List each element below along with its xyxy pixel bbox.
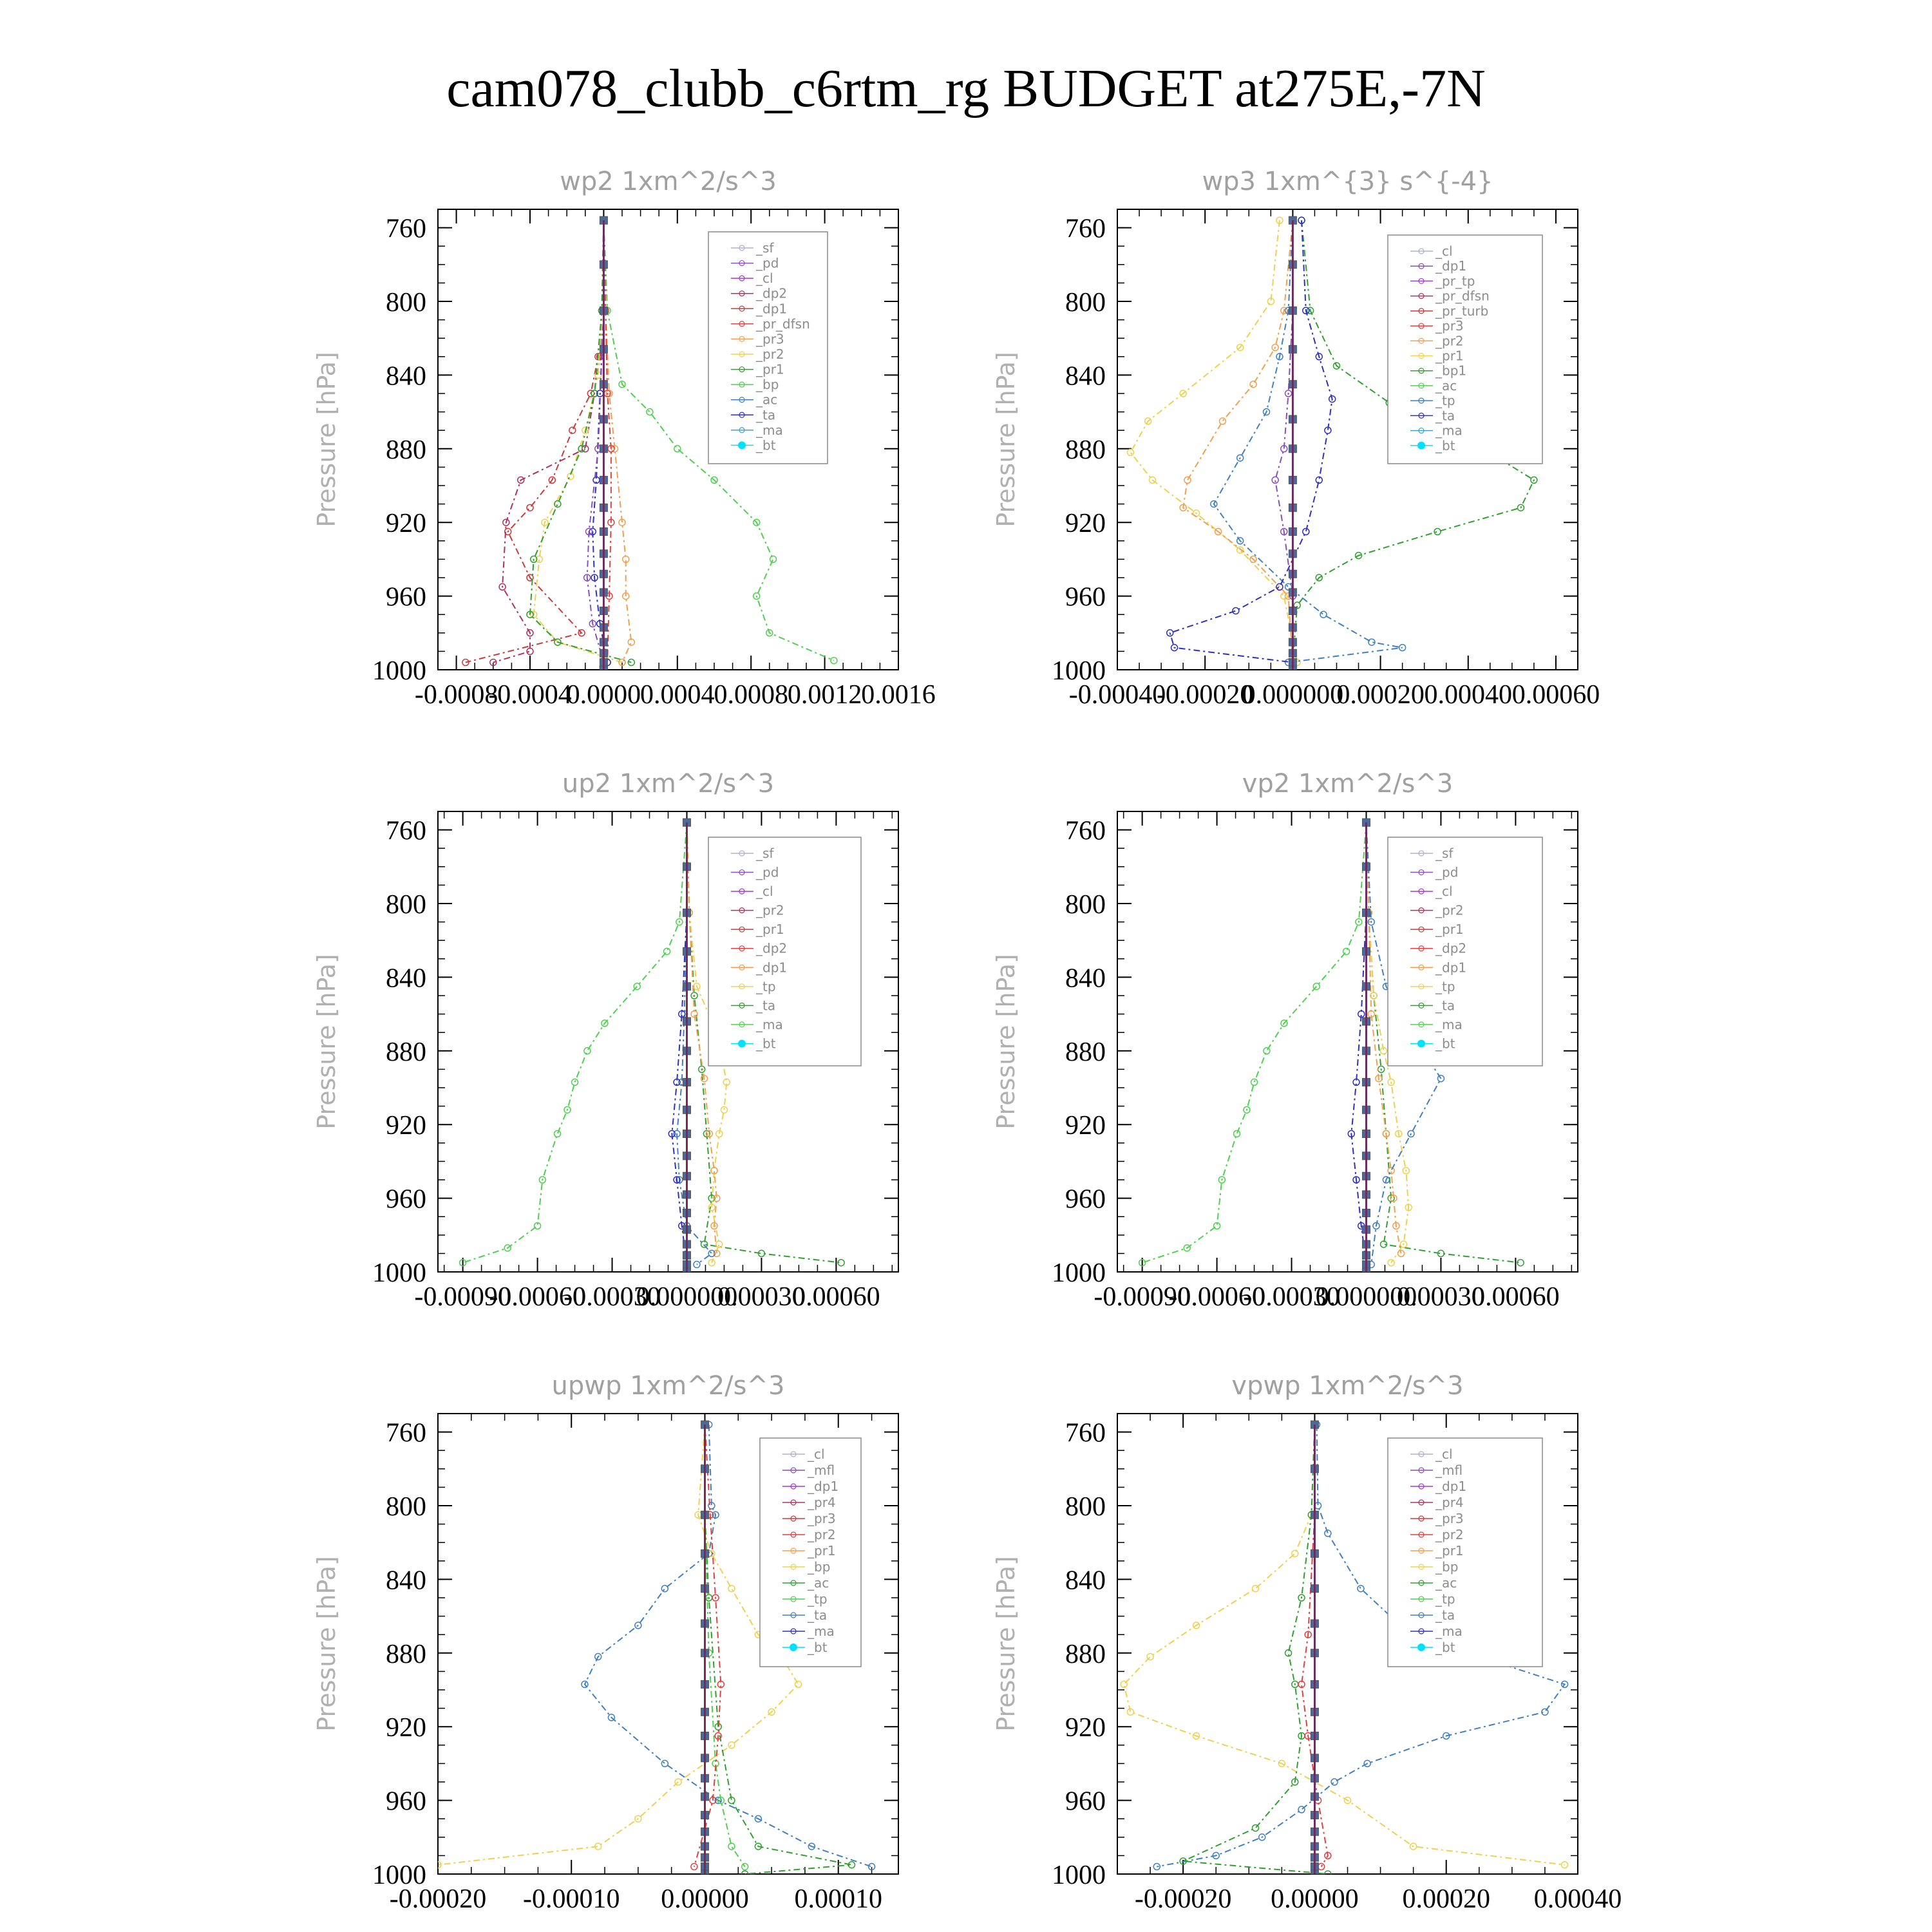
x-tick-label: 0.00060 — [792, 1282, 880, 1312]
x-tick-label: 0.00020 — [1402, 1884, 1490, 1914]
y-tick-label: 880 — [1065, 1639, 1106, 1669]
legend-label: _ta — [1435, 998, 1455, 1014]
x-tick-label: -0.0004 — [488, 680, 572, 710]
legend-label: _tp — [1435, 1591, 1455, 1607]
legend-label: _mfl — [1435, 1463, 1463, 1478]
panel-6 — [992, 1371, 1622, 1914]
legend-label: _ma — [756, 1016, 783, 1032]
legend-label: _pr2 — [756, 902, 784, 918]
legend-label: _ta — [1435, 408, 1455, 424]
legend-label: _dp2 — [756, 285, 788, 301]
legend-label: _pr1 — [1435, 1543, 1464, 1558]
x-tick-label: 0.00010 — [794, 1884, 882, 1914]
legend-label: _dp2 — [756, 940, 788, 956]
series-point-tp — [661, 1586, 668, 1592]
y-axis-label: Pressure [hPa] — [992, 1556, 1020, 1732]
x-tick-label: 0.000000 — [636, 1282, 738, 1312]
legend-label: _pr4 — [808, 1495, 836, 1510]
y-tick-label: 920 — [386, 1111, 426, 1141]
series-point-tp — [1358, 1586, 1364, 1592]
legend-label: _tp — [756, 978, 776, 994]
legend-label: _dp1 — [756, 301, 788, 317]
y-tick-label: 1000 — [1052, 656, 1106, 686]
legend-label: _ma — [1435, 1624, 1463, 1639]
series-line-bp — [530, 220, 631, 662]
series-point-dp2 — [527, 648, 533, 654]
legend-label: _ma — [1435, 422, 1463, 439]
legend-label: _pr1 — [1435, 348, 1464, 364]
legend-label: _dp1 — [1435, 258, 1467, 274]
x-tick-label: 0.00030 — [1397, 1282, 1485, 1312]
y-tick-label: 800 — [386, 890, 426, 920]
y-tick-label: 960 — [386, 1184, 426, 1215]
series-line-ac — [705, 1425, 744, 1866]
legend — [708, 837, 861, 1066]
panel-1 — [312, 167, 936, 710]
series-point-dp1 — [1234, 1131, 1240, 1137]
panel-title: upwp 1xm^2/s^3 — [551, 1371, 785, 1401]
y-tick-label: 800 — [386, 288, 426, 317]
legend-label: _cl — [756, 270, 773, 287]
legend-label: _ac — [756, 392, 778, 408]
legend-label: _sf — [756, 240, 774, 256]
legend-label: _dp1 — [1435, 1479, 1467, 1494]
x-tick-label: -0.00020 — [1134, 1884, 1232, 1914]
legend-label: _ta — [1435, 1607, 1455, 1623]
y-tick-label: 920 — [1065, 1111, 1106, 1141]
legend-label: _bp1 — [1435, 363, 1467, 379]
panel-title: up2 1xm^2/s^3 — [562, 769, 775, 799]
x-tick-label: 0.000000 — [1315, 1282, 1417, 1312]
series-point-tp — [1298, 1806, 1305, 1813]
legend-label: _bt — [1435, 437, 1455, 453]
series-point-tp — [1320, 611, 1327, 618]
series-point-ac — [770, 556, 777, 562]
legend-label: _mfl — [808, 1463, 835, 1478]
y-tick-label: 880 — [1065, 1037, 1106, 1067]
y-tick-label: 960 — [386, 1786, 426, 1817]
legend-label: _pr_turb — [1435, 303, 1489, 319]
panel-2 — [992, 167, 1600, 710]
series-point-pr2 — [1219, 418, 1226, 424]
series-point-dp1 — [572, 1079, 578, 1085]
legend-marker — [1417, 442, 1425, 450]
series-line-pr1 — [438, 1425, 799, 1865]
series-point-dp1 — [634, 983, 640, 990]
legend-marker — [738, 1039, 746, 1047]
series-point-dp1 — [1343, 948, 1350, 954]
series-point-dp1 — [554, 1131, 561, 1137]
series-point-pr2 — [1184, 477, 1191, 483]
legend-label: _tp — [808, 1591, 828, 1607]
series-line-pr1 — [1130, 220, 1297, 662]
legend-label: _pr2 — [808, 1527, 836, 1542]
x-tick-label: 0.0004 — [640, 680, 715, 710]
y-tick-label: 840 — [386, 1566, 426, 1596]
legend-label: _pr1 — [808, 1543, 836, 1558]
legend-label: _pd — [1435, 864, 1459, 880]
legend-label: _cl — [1435, 884, 1453, 900]
y-tick-label: 840 — [1065, 963, 1106, 994]
panels — [312, 167, 1622, 1914]
series-line-dp2 — [493, 220, 604, 662]
y-tick-label: 760 — [1065, 1418, 1106, 1448]
series-point-ac — [647, 409, 653, 415]
x-tick-label: 0.00000 — [661, 1884, 749, 1914]
series-point-pr1 — [1292, 1550, 1298, 1557]
series-point-ta — [1233, 607, 1239, 614]
y-tick-label: 1000 — [1052, 1258, 1106, 1288]
legend-label: _pr3 — [756, 331, 784, 347]
x-tick-label: 0.000000 — [1242, 680, 1344, 710]
series-point-ac — [674, 446, 681, 452]
y-axis-label: Pressure [hPa] — [312, 352, 341, 527]
series-point-dp1 — [1313, 983, 1320, 990]
legend — [760, 1438, 861, 1667]
x-tick-label: 0.00060 — [1472, 1282, 1560, 1312]
legend-label: _pr3 — [1435, 318, 1464, 334]
legend-label: _ta — [808, 1607, 828, 1623]
legend-label: _pr2 — [1435, 333, 1464, 349]
panel-title: vp2 1xm^2/s^3 — [1242, 769, 1454, 799]
legend-label: _pr1 — [756, 361, 784, 377]
series-point-pr1 — [728, 1586, 735, 1592]
y-tick-label: 1000 — [372, 1861, 426, 1890]
x-tick-label: 0.00030 — [717, 1282, 806, 1312]
x-tick-label: 0.00020 — [1336, 680, 1425, 710]
y-tick-label: 920 — [1065, 509, 1106, 539]
legend-label: _ta — [756, 998, 776, 1014]
legend-label: _pr_tp — [1435, 273, 1475, 289]
legend-label: _cl — [1435, 243, 1453, 259]
x-tick-label: -0.00020 — [389, 1884, 487, 1914]
x-tick-label: 0.00000 — [1271, 1884, 1359, 1914]
legend-label: _cl — [1435, 1446, 1453, 1462]
x-tick-label: 0.0012 — [787, 680, 862, 710]
y-tick-label: 880 — [386, 435, 426, 465]
x-tick-label: -0.00020 — [1156, 680, 1254, 710]
y-tick-label: 880 — [386, 1037, 426, 1067]
y-axis-label: Pressure [hPa] — [312, 954, 341, 1130]
legend — [1388, 235, 1542, 464]
legend-label: _pr_dfsn — [756, 316, 810, 332]
legend-label: _ma — [756, 422, 783, 438]
panel-title: wp3 1xm^{3} s^{-4} — [1202, 167, 1493, 196]
legend-label: _ac — [1435, 1575, 1457, 1591]
legend-marker — [1417, 1643, 1425, 1651]
x-tick-label: -0.0008 — [414, 680, 498, 710]
y-tick-label: 1000 — [372, 656, 426, 686]
legend-label: _pr2 — [1435, 1527, 1464, 1542]
series-point-dp1 — [1272, 477, 1278, 483]
y-tick-label: 760 — [386, 1418, 426, 1448]
y-tick-label: 760 — [386, 816, 426, 846]
y-tick-label: 880 — [1065, 435, 1106, 465]
y-tick-label: 920 — [386, 1713, 426, 1743]
y-tick-label: 840 — [386, 361, 426, 392]
series-point-tp — [661, 1760, 668, 1766]
legend-label: _sf — [1435, 846, 1454, 861]
x-tick-label: 0.0000 — [566, 680, 641, 710]
legend-label: _dp2 — [1435, 940, 1467, 956]
series-line-tp — [1214, 220, 1403, 662]
y-tick-label: 920 — [386, 509, 426, 539]
legend-label: _pd — [756, 864, 779, 880]
legend — [1388, 1438, 1542, 1667]
x-tick-label: -0.00030 — [564, 1282, 661, 1312]
legend-label: _bt — [1435, 1036, 1455, 1052]
legend-label: _dp1 — [808, 1479, 839, 1494]
series-point-dp1 — [664, 948, 670, 954]
series-point-pr1 — [1127, 450, 1133, 456]
x-tick-label: 0.00040 — [1533, 1884, 1622, 1914]
series-point-dp1 — [527, 504, 533, 511]
y-tick-label: 800 — [1065, 288, 1106, 317]
legend-label: _ac — [808, 1575, 829, 1591]
y-tick-label: 760 — [1065, 816, 1106, 846]
legend-label: _ma — [1435, 1016, 1463, 1032]
y-tick-label: 960 — [1065, 1786, 1106, 1817]
y-tick-label: 1000 — [372, 1258, 426, 1288]
legend-label: _ta — [756, 407, 776, 423]
legend-label: _dp1 — [756, 960, 788, 976]
legend-label: _bt — [756, 1036, 776, 1052]
plot-frame — [438, 209, 898, 670]
legend-label: _ac — [1435, 377, 1457, 393]
y-tick-label: 760 — [1065, 214, 1106, 244]
legend-label: _pr4 — [1435, 1495, 1464, 1510]
series-point-pr1 — [1147, 1654, 1153, 1660]
y-tick-label: 800 — [386, 1492, 426, 1522]
legend-marker — [1417, 1039, 1425, 1047]
legend-label: _sf — [756, 846, 774, 861]
x-tick-label: 0.0008 — [714, 680, 788, 710]
y-tick-label: 960 — [1065, 582, 1106, 612]
y-axis-label: Pressure [hPa] — [992, 954, 1020, 1130]
panel-title: vpwp 1xm^2/s^3 — [1231, 1371, 1464, 1401]
series-point-dp1 — [584, 1048, 591, 1054]
series-point-pr2 — [1250, 381, 1256, 388]
y-tick-label: 1000 — [1052, 1861, 1106, 1890]
x-tick-label: -0.00040 — [1068, 680, 1166, 710]
series-point-tp — [1325, 1530, 1331, 1537]
figure-title: cam078_clubb_c6rtm_rg BUDGET at275E,-7N — [446, 59, 1486, 118]
legend-label: _tp — [1435, 978, 1455, 994]
panel-5 — [312, 1371, 898, 1914]
series-point-tp — [708, 1250, 715, 1256]
legend-label: _tp — [1435, 393, 1455, 409]
series-point-pr1 — [795, 1681, 802, 1687]
y-tick-label: 840 — [386, 963, 426, 994]
y-tick-label: 760 — [386, 214, 426, 244]
panel-title: wp2 1xm^2/s^3 — [560, 167, 777, 196]
series-point-dp1 — [1251, 1079, 1258, 1085]
legend-label: _bt — [1435, 1640, 1455, 1655]
series-point-pr1 — [716, 1241, 723, 1247]
y-tick-label: 880 — [386, 1639, 426, 1669]
series-line-dp1 — [1142, 822, 1367, 1263]
series-point-bp1 — [1434, 529, 1441, 535]
legend — [708, 232, 828, 464]
y-tick-label: 960 — [1065, 1184, 1106, 1215]
y-tick-label: 800 — [1065, 1492, 1106, 1522]
x-tick-label: -0.00090 — [1094, 1282, 1191, 1312]
legend-label: _dp1 — [1435, 960, 1467, 976]
series-line-pr2 — [1183, 220, 1293, 662]
legend-label: _pr1 — [756, 922, 784, 938]
legend-marker — [790, 1643, 797, 1651]
y-tick-label: 840 — [1065, 361, 1106, 392]
x-tick-label: 0.00040 — [1424, 680, 1513, 710]
series-point-ta — [1276, 583, 1283, 590]
x-tick-label: -0.00060 — [489, 1282, 586, 1312]
x-tick-label: -0.00010 — [522, 1884, 620, 1914]
series-line-tp — [677, 822, 712, 1264]
legend-label: _bp — [808, 1559, 831, 1575]
series-line-ta — [1170, 220, 1332, 662]
series-point-bp — [1253, 1825, 1259, 1832]
legend-label: _bp — [756, 377, 779, 393]
legend-box — [1388, 1438, 1542, 1667]
x-tick-label: -0.00090 — [414, 1282, 511, 1312]
legend-label: _cl — [756, 884, 773, 900]
legend-label: _bp — [1435, 1559, 1459, 1575]
legend-label: _pr1 — [1435, 922, 1464, 938]
series-point-pr1 — [1253, 1586, 1259, 1592]
legend-label: _ma — [808, 1624, 835, 1639]
series-point-ac — [728, 1843, 735, 1850]
y-tick-label: 840 — [1065, 1566, 1106, 1596]
y-axis-label: Pressure [hPa] — [312, 1556, 341, 1732]
legend-label: _pr3 — [1435, 1511, 1464, 1526]
series-point-dp1 — [1264, 1048, 1270, 1054]
legend-marker — [738, 441, 746, 449]
series-point-pr1 — [728, 1742, 735, 1748]
legend-label: _pr3 — [808, 1511, 836, 1526]
x-tick-label: 0.00060 — [1511, 680, 1600, 710]
series-point-dp1 — [569, 427, 576, 433]
x-tick-label: -0.00030 — [1243, 1282, 1340, 1312]
panel-3 — [312, 769, 898, 1312]
y-tick-label: 920 — [1065, 1713, 1106, 1743]
legend-label: _cl — [808, 1446, 825, 1462]
series-line-dp1 — [463, 822, 687, 1263]
legend-label: _pr2 — [1435, 902, 1464, 918]
y-tick-label: 800 — [1065, 890, 1106, 920]
legend-label: _bt — [808, 1640, 828, 1655]
series-point-tp — [1331, 1779, 1338, 1785]
y-axis-label: Pressure [hPa] — [992, 352, 1020, 527]
x-tick-label: -0.00060 — [1168, 1282, 1265, 1312]
y-tick-label: 960 — [386, 582, 426, 612]
x-tick-label: 0.0016 — [861, 680, 936, 710]
panel-4 — [992, 769, 1578, 1312]
legend-label: _pr_dfsn — [1435, 288, 1490, 304]
legend — [1388, 837, 1542, 1066]
legend-label: _pd — [756, 255, 779, 271]
legend-label: _pr2 — [756, 346, 784, 362]
legend-label: _bt — [756, 437, 776, 453]
